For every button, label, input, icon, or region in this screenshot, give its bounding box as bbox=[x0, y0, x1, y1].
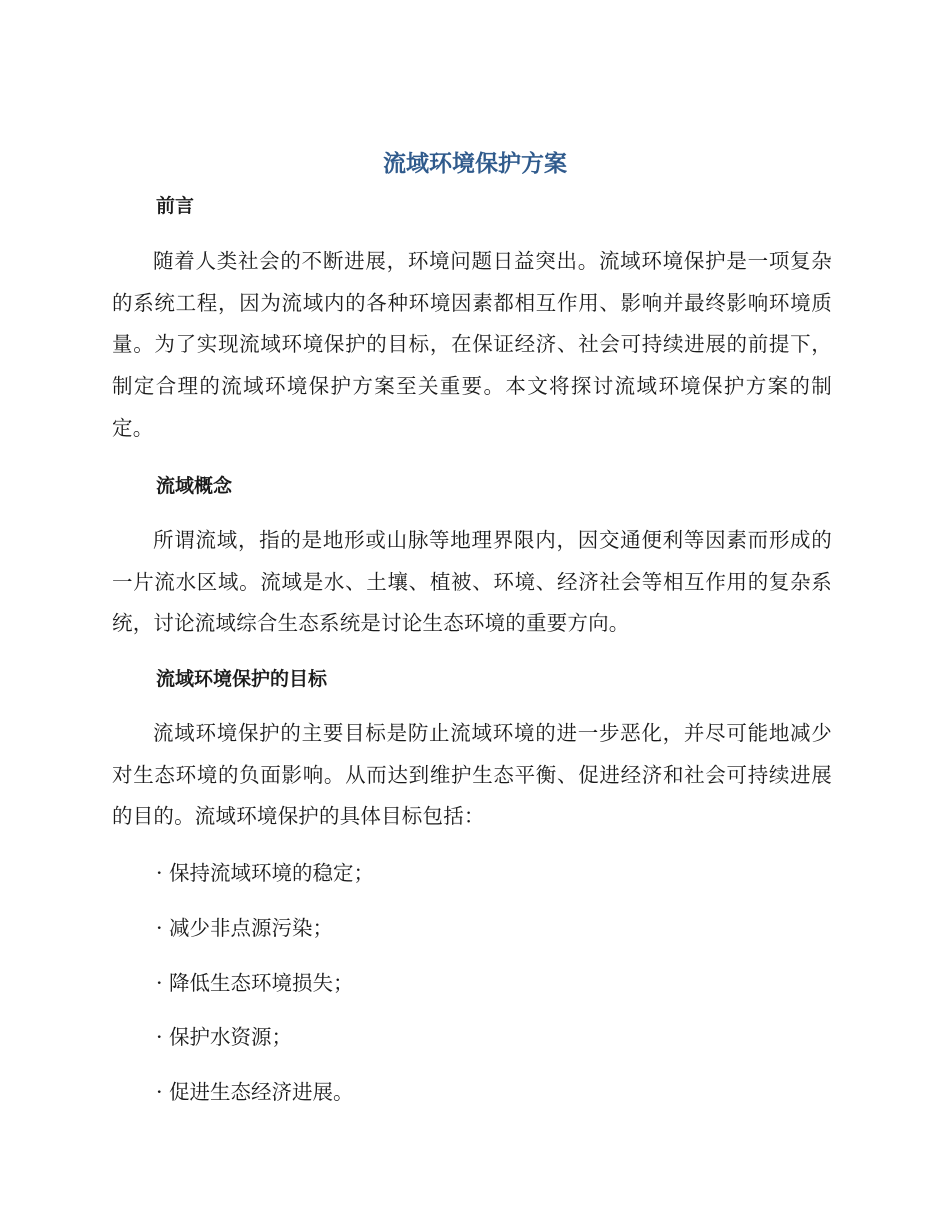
section-paragraph-protection-goals: 流域环境保护的主要目标是防止流域环境的进一步恶化，并尽可能地减少对生态环境的负面影响。从而达到维护生态平衡、促进经济和社会可持续进展的目的。流域环境保护的具体目标包括： bbox=[112, 721, 832, 829]
section-paragraph-preface: 随着人类社会的不断进展，环境问题日益突出。流域环境保护是一项复杂的系统工程，因为流域内的各种环境因素都相互作用、影响并最终影响环境质量。为了实现流域环境保护的目标，在保证经济、社会可持续进展的前提下，制定合理的流域环境保护方案至关重要。本文将探讨流域环境保护方案的制定。 bbox=[112, 249, 832, 440]
goal-list-item: · 降低生态环境损失； bbox=[156, 971, 354, 995]
goal-list-item: · 保持流域环境的稳定； bbox=[156, 861, 375, 885]
goal-list-item: · 促进生态经济进展。 bbox=[156, 1080, 354, 1104]
section-paragraph-basin-concept: 所谓流域，指的是地形或山脉等地理界限内，因交通便利等因素而形成的一片流水区域。流域是水、土壤、植被、环境、经济社会等相互作用的复杂系统，讨论流域综合生态系统是讨论生态环境的重要方向。 bbox=[112, 528, 832, 636]
goal-list-item: · 减少非点源污染； bbox=[156, 916, 334, 940]
document-title: 流域环境保护方案 bbox=[383, 151, 567, 177]
section-heading-basin-concept: 流域概念 bbox=[156, 475, 233, 497]
section-heading-preface: 前言 bbox=[156, 195, 195, 217]
goal-list-item: · 保护水资源； bbox=[156, 1025, 293, 1049]
section-heading-protection-goals: 流域环境保护的目标 bbox=[156, 668, 328, 690]
